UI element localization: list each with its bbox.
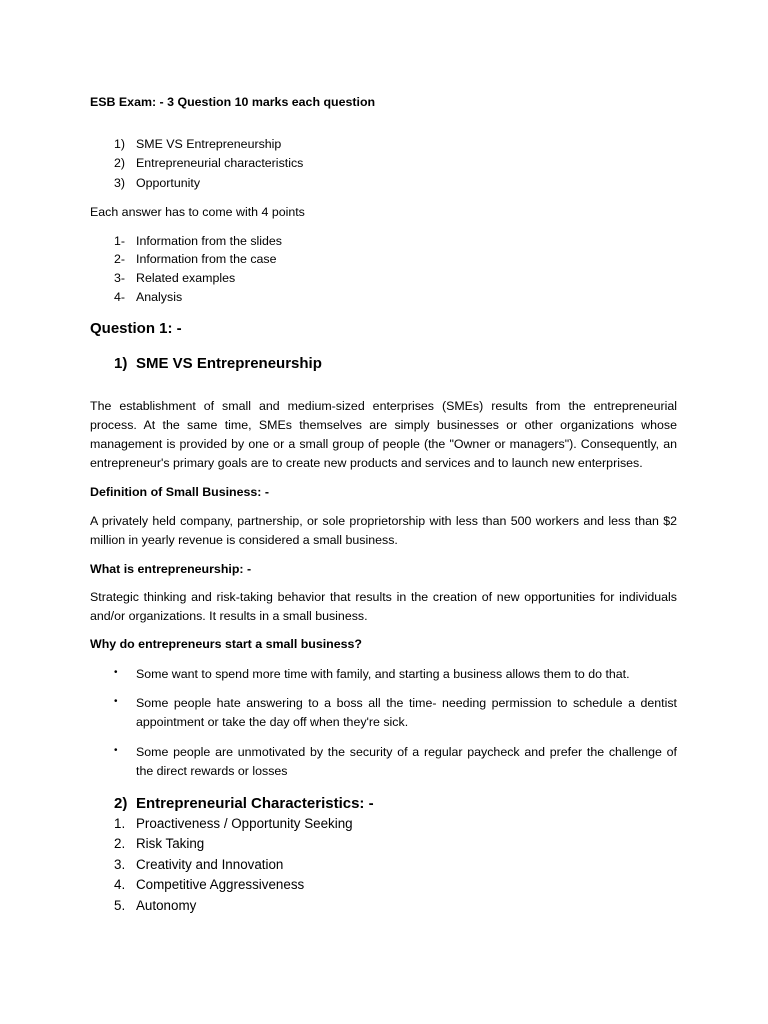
intro-paragraph: The establishment of small and medium-sized enterprises (SMEs) results from the entrepreneurial process. At the same time, SMEs themselves are simply businesses or other organizations whose management is provided by one or a small group of people (the "Owner or managers"). Consequently, an entrepreneur's primary goals are to create new products and services and to launch new enterprises. (90, 399, 677, 470)
exam-header: ESB Exam: - 3 Question 10 marks each question (90, 95, 376, 109)
why-bullet-item: Some want to spend more time with family, and starting a business allows them to do that. (136, 667, 630, 681)
points-list-item: Analysis (136, 290, 183, 304)
questions-list-num: 2) (114, 156, 126, 170)
section1-title: SME VS Entrepreneurship (136, 355, 322, 372)
section2-title: Entrepreneurial Characteristics: - (136, 795, 374, 812)
characteristic-item: Competitive Aggressiveness (136, 877, 305, 892)
bullet-icon: • (114, 667, 118, 678)
bullet-icon: • (114, 696, 118, 707)
questions-list-item: SME VS Entrepreneurship (136, 137, 282, 151)
points-list-num: 2- (114, 252, 126, 266)
questions-list-num: 3) (114, 176, 126, 190)
why-bullet-item: Some people hate answering to a boss all the time- needing permission to schedule a dentist appointment or take the day off when they're sick. (136, 696, 677, 729)
characteristic-item: Proactiveness / Opportunity Seeking (136, 816, 353, 831)
points-list-num: 1- (114, 234, 126, 248)
points-list-item: Information from the slides (136, 234, 282, 248)
characteristic-num: 5. (114, 898, 126, 913)
answer-intro: Each answer has to come with 4 points (90, 205, 305, 219)
why-heading: Why do entrepreneurs start a small business? (90, 637, 362, 651)
questions-list-item: Entrepreneurial characteristics (136, 156, 304, 170)
characteristic-num: 3. (114, 857, 126, 872)
characteristic-item: Risk Taking (136, 836, 205, 851)
why-bullet-item: Some people are unmotivated by the security of a regular paycheck and prefer the challenge of the direct rewards or losses (136, 745, 677, 778)
points-list-item: Information from the case (136, 252, 277, 266)
characteristic-num: 1. (114, 816, 126, 831)
entrepreneurship-heading: What is entrepreneurship: - (90, 562, 252, 576)
characteristic-item: Autonomy (136, 898, 197, 913)
points-list-num: 3- (114, 271, 126, 285)
bullet-icon: • (114, 745, 118, 756)
points-list-num: 4- (114, 290, 126, 304)
entrepreneurship-text: Strategic thinking and risk-taking behavior that results in the creation of new opportunities for individuals and/or organizations. It results in a small business. (90, 590, 677, 623)
characteristic-item: Creativity and Innovation (136, 857, 284, 872)
section2-num: 2) (114, 795, 128, 812)
question1-heading: Question 1: - (90, 320, 182, 337)
characteristic-num: 4. (114, 877, 126, 892)
characteristic-num: 2. (114, 836, 126, 851)
small-business-heading: Definition of Small Business: - (90, 485, 269, 499)
section1-num: 1) (114, 355, 128, 372)
points-list-item: Related examples (136, 271, 236, 285)
small-business-text: A privately held company, partnership, or sole proprietorship with less than 500 workers and less than $2 million in yearly revenue is considered a small business. (90, 514, 677, 547)
questions-list-item: Opportunity (136, 176, 201, 190)
questions-list-num: 1) (114, 137, 126, 151)
